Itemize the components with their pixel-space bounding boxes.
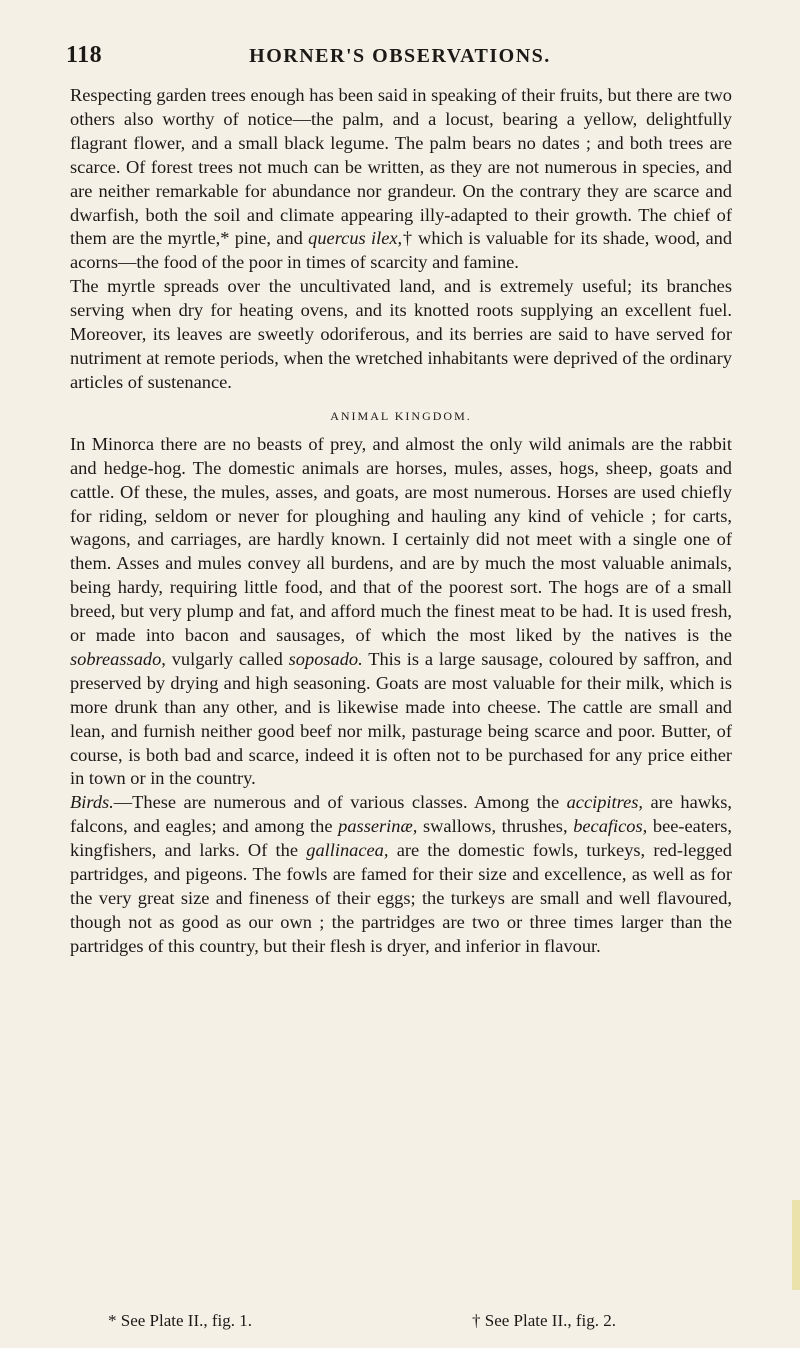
italic-term: soposado. [288,648,363,669]
page-edge-stain [792,1200,800,1290]
italic-term: becaficos, [573,816,648,837]
footnote-1: * See Plate II., fig. 1. [108,1311,252,1330]
italic-term: sobreassado, [70,648,166,669]
text-run: are the domestic fowls, turkeys, red-legged partridges, and pigeons. The fowls are famed for their size and excellence, as well as for the very great size and fineness of their eggs; the turkeys are small and well flavoured, though not as good as our own ; the partridges are two or three times larger than the partridges of this country, but their flesh is dryer, and inferior in flavour. [70,840,732,956]
paragraph-trees [70,84,732,275]
text-run: vulgarly called [165,648,289,669]
italic-term: gallinacea, [306,840,389,861]
italic-term: passerinæ, [338,816,418,837]
text-run: This is a large sausage, coloured by saffron, and preserved by drying and high seasoning. Goats are most valuable for their milk, which is more drunk than any other, and is likewise made into cheese. The cattle are small and lean, and furnish neither good beef nor milk, pasturage being scarce and poor. Butter, of course, is both bad and scarce, indeed it is often not to be purchased for any price either in town or in the country. [70,648,733,789]
text-run: bee-eaters, kingfishers, and larks. Of the [70,816,732,861]
running-title: HORNER'S OBSERVATIONS. [249,45,551,67]
italic-lead: Birds. [70,792,114,813]
text-run: are hawks, falcons, and eagles; and among the [70,792,733,837]
page-number: 118 [66,42,103,68]
page-header [66,42,734,72]
footnote-2: † See Plate II., fig. 2. [472,1311,616,1330]
text-run: ,† which is valuable for its shade, wood, and acorns—the food of the poor in times of scarcity and famine. [70,228,733,273]
paragraph-myrtle: The myrtle spreads over the uncultivated land, and is extremely useful; its branches serving when dry for heating ovens, and its knotted roots supplying an excellent fuel. Moreover, its leaves are sweetly odoriferous, and its berries are said to have served for nutriment at remote periods, when the wretched inhabitants were deprived of the ordinary articles of sustenance. [70,276,732,392]
italic-term: quercus ilex [308,228,398,249]
section-heading: ANIMAL KINGDOM. [330,408,472,423]
italic-term: accipitres, [566,792,644,813]
text-run: —These are numerous and of various classes. Among the [113,792,567,813]
body-text [70,84,732,959]
text-run: In Minorca there are no beasts of prey, and almost the only wild animals are the rabbit and hedge-hog. The domestic animals are horses, mules, asses, hogs, sheep, goats and cattle. Of these, the mules, asses, and goats, are most numerous. Horses are used chiefly for riding, seldom or never for ploughing and hauling any kind of vehicle ; for carts, wagons, and carriages, are hardly known. I certainly did not meet with a single one of them. Asses and mules convey all burdens, and are by much the most valuable animals, being hardy, requiring little food, and that of the poorest sort. The hogs are of a small breed, but very plump and fat, and afford much the finest meat to be had. It is used fresh, or made into bacon and sausages, of which the most liked by the natives is the [70,433,732,646]
text-run: swallows, thrushes, [417,816,574,837]
paragraph-animals [70,433,732,792]
paragraph-birds [70,791,732,958]
text-run: Respecting garden trees enough has been said in speaking of their fruits, but there are two others also worthy of notice—the palm, and a locust, bearing a yellow, delightfully flagrant flower, and a small black legume. The palm bears no dates ; and both trees are scarce. Of forest trees not much can be written, as they are not numerous in species, and are neither remarkable for abundance nor grandeur. On the contrary they are scarce and dwarfish, both the soil and climate appearing illy-adapted to their growth. The chief of them are the myrtle,* pine, and [70,85,732,249]
